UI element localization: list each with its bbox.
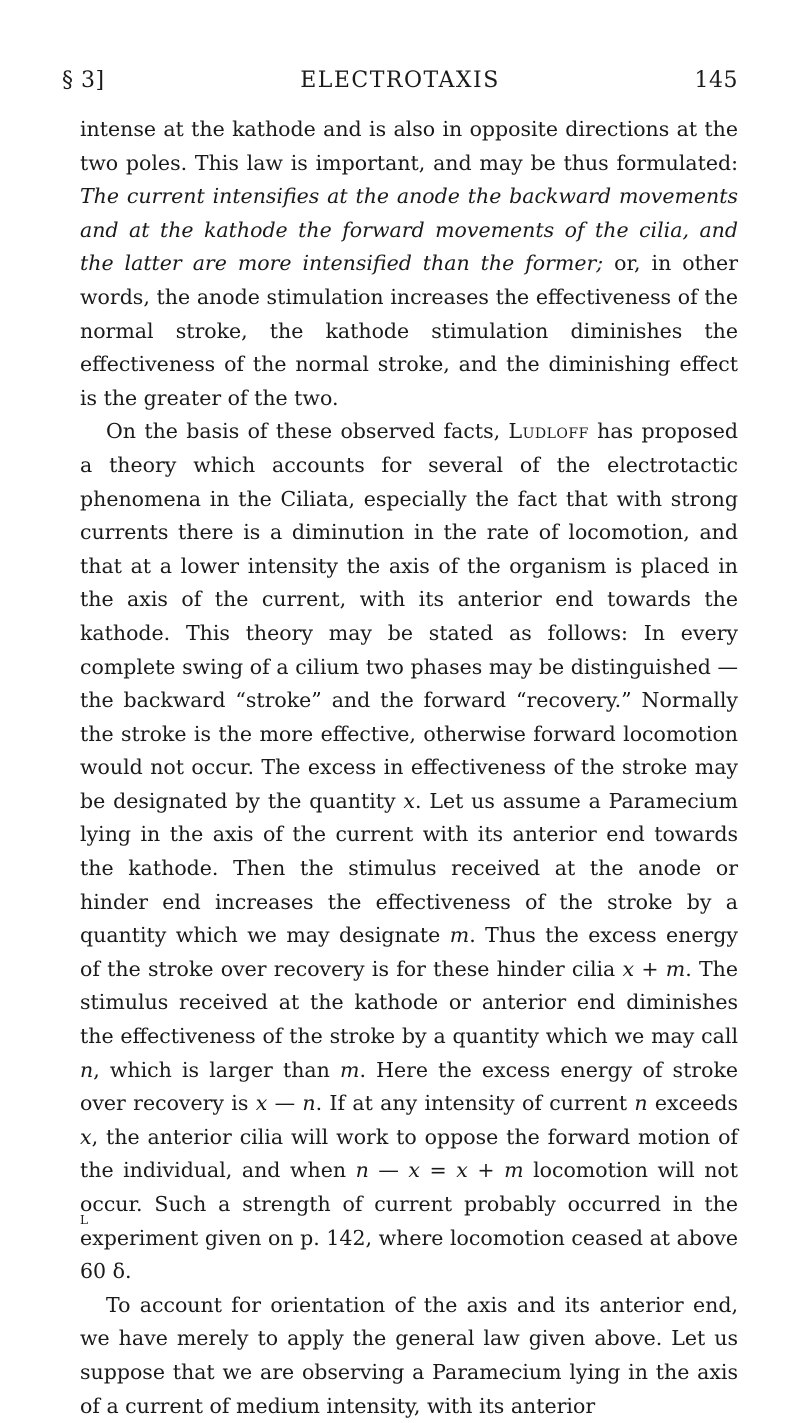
text-run: locomotion will not occur. Such a strength of current probably occurred in the experiment given on p. 142, where locomotion ceased at above 60 δ. — [80, 1158, 739, 1284]
text-run: . Thus the excess energy of the stroke over recovery is for these hinder cilia — [80, 923, 739, 981]
italic-text: x — [80, 1124, 92, 1149]
paragraph — [80, 415, 738, 1288]
text-run: . If at any intensity of current — [315, 1091, 635, 1116]
text-run: , which is larger than — [93, 1057, 340, 1082]
text-run: . Let us assume a Paramecium lying in the axis of the current with its anterior end towards the kathode. Then the stimulus received at the anode or hinder end increases the effectiveness of the stroke by a quantity which we may designate — [80, 788, 738, 948]
text-run: On the basis of these observed facts, — [106, 419, 509, 444]
paragraph — [80, 113, 738, 415]
italic-text: n — [302, 1091, 316, 1116]
section-marker: § 3] — [62, 68, 105, 93]
text-run: . Here the excess energy of stroke over recovery is — [80, 1057, 738, 1116]
text-run: + — [467, 1158, 505, 1183]
running-title: ELECTROTAXIS — [300, 68, 500, 93]
text-run: or, in other words, the anode stimulation increases the effectiveness of the normal stroke, the kathode stimulation diminishes the effectiveness of the normal stroke, and the diminishing effect is the greater of the two. — [80, 251, 738, 410]
text-run: = — [419, 1158, 457, 1183]
paragraph — [80, 1289, 738, 1423]
text-run: intense at the kathode and is also in opposite directions at the two poles. This law is important, and may be thus formulated: — [80, 117, 738, 175]
italic-text: m — [504, 1158, 524, 1183]
text-run: exceeds — [647, 1091, 738, 1116]
text-run: + — [634, 956, 666, 981]
signature-mark: L — [80, 1213, 88, 1227]
text-run: To account for orientation of the axis and its anterior end, we have merely to apply the general law given above. Let us suppose that we are observing a Paramecium lying in the axis of a current of medium intensity, with its anterior — [80, 1292, 738, 1418]
text-run: — — [267, 1091, 303, 1116]
page-number: 145 — [694, 68, 738, 93]
italic-text: n — [80, 1057, 94, 1082]
italic-text: m — [449, 923, 470, 948]
italic-text: x — [255, 1091, 268, 1116]
italic-text: n — [355, 1158, 369, 1183]
italic-text: x — [403, 788, 415, 813]
italic-text: x — [622, 956, 635, 981]
text-run: — — [368, 1158, 409, 1183]
italic-text: The current intensifies at the anode the backward movements and at the kathode the forward movements of the cilia, and the latter are more intensified than the former; — [80, 184, 738, 276]
text-run: , the anterior cilia will work to oppose the forward motion of the individual, and when — [80, 1124, 738, 1183]
italic-text: m — [339, 1057, 360, 1082]
italic-text: m — [665, 956, 686, 981]
text-run: . The stimulus received at the kathode or anterior end diminishes the effectiveness of the stroke by a quantity which we may call — [80, 956, 738, 1049]
body-text — [80, 113, 738, 1423]
running-header — [62, 68, 738, 98]
text-run: has proposed a theory which accounts for several of the electrotactic phenomena in the Ciliata, especially the fact that with strong currents there is a diminution in the rate of locomotion, and that at a lower intensity the axis of the organism is placed in the axis of the current, with its anterior end towards the kathode. This theory may be stated as follows: In every complete swing of a cilium two phases may be distinguished — the backward “stroke” and the forward “recovery.” Normally the stroke is the more effective, otherwise forward locomotion would not occur. The excess in effectiveness of the stroke may be designated by the quantity — [80, 419, 738, 813]
italic-text: x — [456, 1158, 468, 1183]
author-name: Ludloff — [508, 419, 589, 444]
italic-text: n — [634, 1091, 648, 1116]
italic-text: x — [408, 1158, 420, 1183]
